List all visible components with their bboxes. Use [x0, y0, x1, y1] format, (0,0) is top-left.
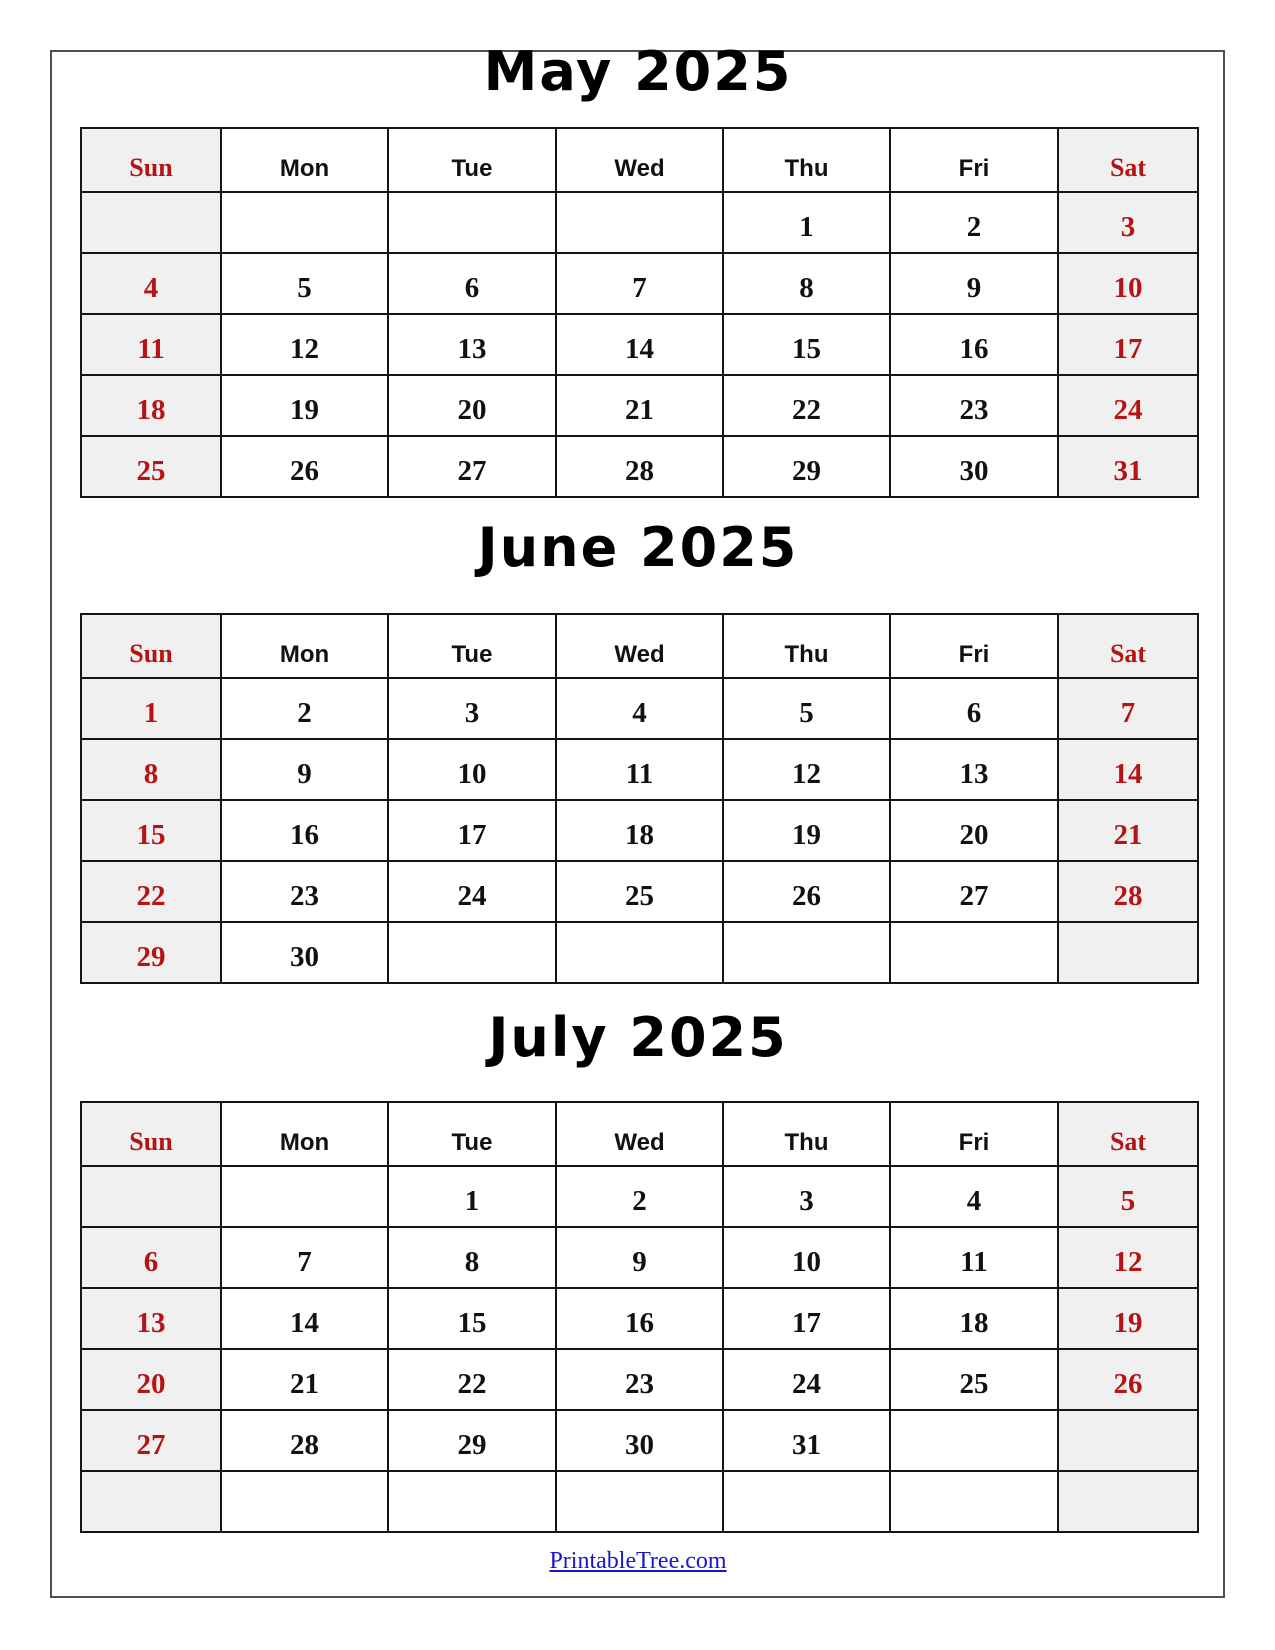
empty-day-cell	[723, 922, 890, 983]
day-cell-1: 1	[81, 678, 221, 739]
empty-day-cell	[221, 192, 388, 253]
day-cell-9: 9	[890, 253, 1058, 314]
day-cell-16: 16	[890, 314, 1058, 375]
day-cell-17: 17	[388, 800, 556, 861]
day-cell-18: 18	[81, 375, 221, 436]
day-cell-29: 29	[723, 436, 890, 497]
day-cell-2: 2	[221, 678, 388, 739]
empty-day-cell	[81, 1166, 221, 1227]
day-cell-27: 27	[81, 1410, 221, 1471]
weekday-header-wed: Wed	[556, 128, 723, 192]
day-cell-4: 4	[81, 253, 221, 314]
day-cell-19: 19	[1058, 1288, 1198, 1349]
weekday-header-row	[81, 1102, 1198, 1166]
day-cell-16: 16	[556, 1288, 723, 1349]
day-cell-1: 1	[388, 1166, 556, 1227]
empty-day-cell	[890, 1410, 1058, 1471]
day-cell-9: 9	[221, 739, 388, 800]
day-cell-27: 27	[890, 861, 1058, 922]
day-cell-29: 29	[81, 922, 221, 983]
day-cell-10: 10	[723, 1227, 890, 1288]
weekday-header-mon: Mon	[221, 128, 388, 192]
day-cell-5: 5	[723, 678, 890, 739]
month-title-june: June 2025	[477, 516, 799, 579]
day-cell-26: 26	[723, 861, 890, 922]
day-cell-30: 30	[556, 1410, 723, 1471]
weekday-header-row	[81, 128, 1198, 192]
day-cell-21: 21	[221, 1349, 388, 1410]
day-cell-13: 13	[81, 1288, 221, 1349]
day-cell-12: 12	[1058, 1227, 1198, 1288]
day-cell-7: 7	[221, 1227, 388, 1288]
day-cell-12: 12	[723, 739, 890, 800]
week-row	[81, 375, 1198, 436]
day-cell-23: 23	[221, 861, 388, 922]
weekday-header-tue: Tue	[388, 1102, 556, 1166]
empty-day-cell	[388, 192, 556, 253]
day-cell-31: 31	[723, 1410, 890, 1471]
empty-day-cell	[388, 922, 556, 983]
empty-day-cell	[388, 1471, 556, 1532]
weekday-header-fri: Fri	[890, 614, 1058, 678]
day-cell-23: 23	[556, 1349, 723, 1410]
day-cell-20: 20	[388, 375, 556, 436]
day-cell-15: 15	[81, 800, 221, 861]
day-cell-13: 13	[388, 314, 556, 375]
day-cell-28: 28	[1058, 861, 1198, 922]
day-cell-24: 24	[388, 861, 556, 922]
day-cell-18: 18	[890, 1288, 1058, 1349]
weekday-header-thu: Thu	[723, 1102, 890, 1166]
week-row	[81, 436, 1198, 497]
day-cell-21: 21	[556, 375, 723, 436]
week-row	[81, 1288, 1198, 1349]
weekday-header-fri: Fri	[890, 128, 1058, 192]
day-cell-30: 30	[221, 922, 388, 983]
day-cell-15: 15	[723, 314, 890, 375]
empty-day-cell	[1058, 1410, 1198, 1471]
day-cell-22: 22	[81, 861, 221, 922]
footer-link[interactable]: PrintableTree.com	[549, 1548, 727, 1574]
day-cell-28: 28	[221, 1410, 388, 1471]
day-cell-19: 19	[221, 375, 388, 436]
weekday-header-mon: Mon	[221, 1102, 388, 1166]
day-cell-27: 27	[388, 436, 556, 497]
week-row	[81, 192, 1198, 253]
weekday-header-tue: Tue	[388, 614, 556, 678]
day-cell-7: 7	[1058, 678, 1198, 739]
weekday-header-sun: Sun	[81, 1102, 221, 1166]
week-row	[81, 1166, 1198, 1227]
day-cell-29: 29	[388, 1410, 556, 1471]
empty-day-cell	[723, 1471, 890, 1532]
day-cell-26: 26	[221, 436, 388, 497]
day-cell-2: 2	[556, 1166, 723, 1227]
week-row	[81, 800, 1198, 861]
weekday-header-fri: Fri	[890, 1102, 1058, 1166]
week-row	[81, 253, 1198, 314]
calendar-table-july	[80, 1101, 1199, 1533]
day-cell-5: 5	[221, 253, 388, 314]
day-cell-14: 14	[556, 314, 723, 375]
week-row	[81, 1227, 1198, 1288]
weekday-header-row	[81, 614, 1198, 678]
week-row	[81, 1410, 1198, 1471]
day-cell-22: 22	[723, 375, 890, 436]
day-cell-3: 3	[723, 1166, 890, 1227]
day-cell-6: 6	[81, 1227, 221, 1288]
day-cell-23: 23	[890, 375, 1058, 436]
day-cell-24: 24	[1058, 375, 1198, 436]
day-cell-22: 22	[388, 1349, 556, 1410]
weekday-header-mon: Mon	[221, 614, 388, 678]
day-cell-4: 4	[556, 678, 723, 739]
weekday-header-sat: Sat	[1058, 1102, 1198, 1166]
week-row	[81, 861, 1198, 922]
day-cell-19: 19	[723, 800, 890, 861]
day-cell-25: 25	[556, 861, 723, 922]
day-cell-3: 3	[388, 678, 556, 739]
day-cell-13: 13	[890, 739, 1058, 800]
weekday-header-sat: Sat	[1058, 128, 1198, 192]
day-cell-30: 30	[890, 436, 1058, 497]
day-cell-20: 20	[81, 1349, 221, 1410]
day-cell-21: 21	[1058, 800, 1198, 861]
weekday-header-wed: Wed	[556, 614, 723, 678]
month-title-may: May 2025	[483, 40, 793, 103]
empty-day-cell	[221, 1471, 388, 1532]
month-title-july: July 2025	[488, 1006, 788, 1069]
day-cell-17: 17	[723, 1288, 890, 1349]
day-cell-4: 4	[890, 1166, 1058, 1227]
week-row	[81, 1349, 1198, 1410]
day-cell-8: 8	[723, 253, 890, 314]
weekday-header-sat: Sat	[1058, 614, 1198, 678]
day-cell-15: 15	[388, 1288, 556, 1349]
day-cell-3: 3	[1058, 192, 1198, 253]
empty-day-cell	[556, 1471, 723, 1532]
day-cell-2: 2	[890, 192, 1058, 253]
empty-day-cell	[81, 192, 221, 253]
day-cell-7: 7	[556, 253, 723, 314]
day-cell-18: 18	[556, 800, 723, 861]
day-cell-16: 16	[221, 800, 388, 861]
day-cell-10: 10	[388, 739, 556, 800]
day-cell-14: 14	[221, 1288, 388, 1349]
week-row	[81, 314, 1198, 375]
weekday-header-thu: Thu	[723, 614, 890, 678]
weekday-header-sun: Sun	[81, 614, 221, 678]
day-cell-6: 6	[890, 678, 1058, 739]
day-cell-24: 24	[723, 1349, 890, 1410]
day-cell-11: 11	[890, 1227, 1058, 1288]
calendar-table-june	[80, 613, 1199, 984]
week-row	[81, 1471, 1198, 1532]
day-cell-14: 14	[1058, 739, 1198, 800]
weekday-header-tue: Tue	[388, 128, 556, 192]
weekday-header-thu: Thu	[723, 128, 890, 192]
footer	[51, 1548, 1225, 1575]
day-cell-12: 12	[221, 314, 388, 375]
day-cell-25: 25	[81, 436, 221, 497]
day-cell-9: 9	[556, 1227, 723, 1288]
empty-day-cell	[221, 1166, 388, 1227]
empty-day-cell	[890, 1471, 1058, 1532]
day-cell-8: 8	[388, 1227, 556, 1288]
week-row	[81, 922, 1198, 983]
day-cell-1: 1	[723, 192, 890, 253]
day-cell-28: 28	[556, 436, 723, 497]
empty-day-cell	[81, 1471, 221, 1532]
day-cell-10: 10	[1058, 253, 1198, 314]
day-cell-11: 11	[556, 739, 723, 800]
weekday-header-sun: Sun	[81, 128, 221, 192]
empty-day-cell	[1058, 922, 1198, 983]
empty-day-cell	[1058, 1471, 1198, 1532]
empty-day-cell	[890, 922, 1058, 983]
day-cell-20: 20	[890, 800, 1058, 861]
day-cell-25: 25	[890, 1349, 1058, 1410]
day-cell-31: 31	[1058, 436, 1198, 497]
day-cell-6: 6	[388, 253, 556, 314]
day-cell-17: 17	[1058, 314, 1198, 375]
empty-day-cell	[556, 192, 723, 253]
empty-day-cell	[556, 922, 723, 983]
day-cell-26: 26	[1058, 1349, 1198, 1410]
calendar-table-may	[80, 127, 1199, 498]
day-cell-8: 8	[81, 739, 221, 800]
week-row	[81, 739, 1198, 800]
weekday-header-wed: Wed	[556, 1102, 723, 1166]
week-row	[81, 678, 1198, 739]
day-cell-5: 5	[1058, 1166, 1198, 1227]
day-cell-11: 11	[81, 314, 221, 375]
